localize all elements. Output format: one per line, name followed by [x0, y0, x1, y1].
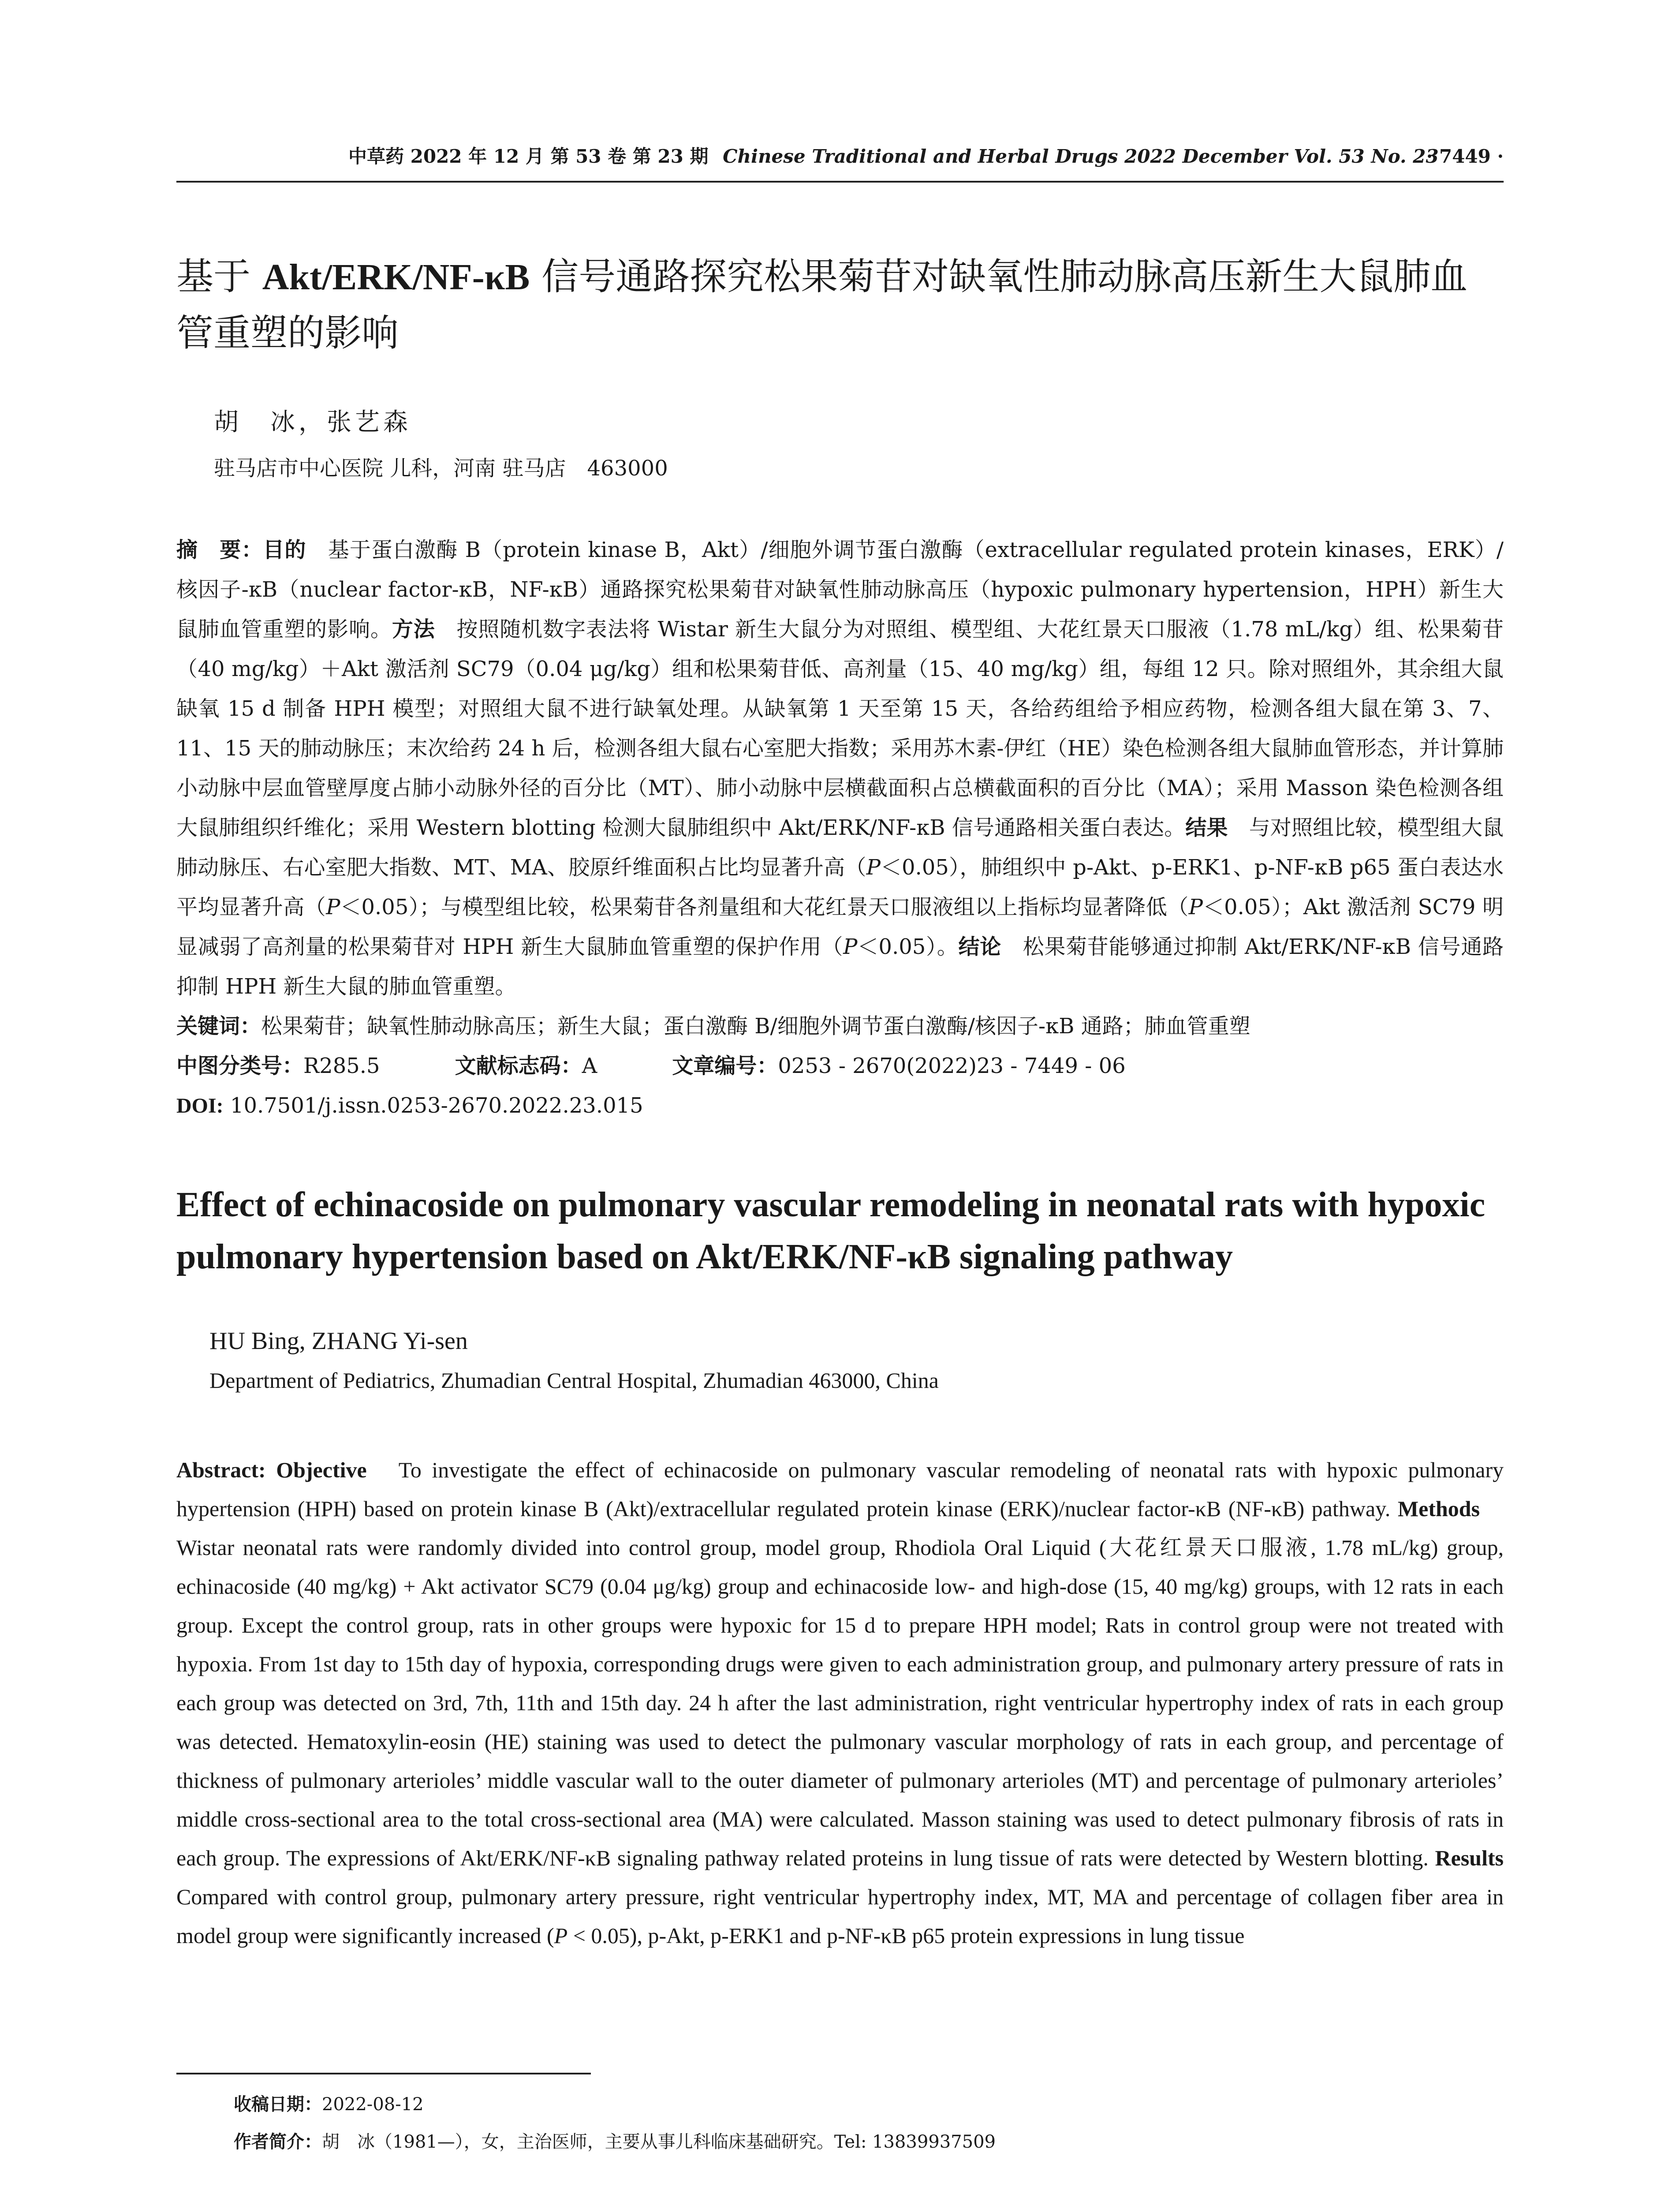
abstract-label: 摘 要： — [176, 538, 263, 562]
authors-cn: 胡 冰，张艺森 — [214, 408, 411, 437]
results-text: ＜0.05）；与模型组比较，松果菊苷各剂量组和大花红景天口服液组以上指标均显著降低（ — [340, 895, 1189, 919]
methods-label-en: Methods — [1397, 1496, 1480, 1521]
received-label: 收稿日期： — [234, 2094, 322, 2115]
results-label: 结果 — [1185, 815, 1228, 840]
classification-line — [176, 1046, 1504, 1086]
footnotes — [234, 2086, 996, 2161]
page-number: · 7449 · — [1426, 146, 1504, 167]
affiliation-en: Department of Pediatrics, Zhumadian Central Hospital, Zhumadian 463000, China — [209, 1368, 939, 1393]
methods-text-en: Wistar neonatal rats were randomly divided into control group, model group, Rhodiola Oral Liquid (大花红景天口服液, 1.78 mL/kg) group, echinacoside (40 mg/kg) + Akt activator SC79 (0.04 μg/kg) group and echinacoside low- and high-dose (15, 40 mg/kg) groups, with 12 rats in each group. Except the control group, rats in other groups were hypoxic for 15 d to prepare HPH model; Rats in control group were not treated with hypoxia. From 1st day to 15th day of hypoxia, corresponding drugs were given to each administration group, and pulmonary artery pressure of rats in each group was detected on 3rd, 7th, 11th and 15th day. 24 h after the last administration, right ventricular hypertrophy index of rats in each group was detected. Hematoxylin-eosin (HE) staining was used to detect the pulmonary vascular morphology of rats in each group, and percentage of thickness of pulmonary arterioles’ middle vascular wall to the outer diameter of pulmonary arterioles (MT) and percentage of pulmonary arterioles’ middle cross-sectional area to the total cross-sectional area (MA) were calculated. Masson staining was used to detect pulmonary fibrosis of rats in each group. The expressions of Akt/ERK/NF-κB signaling pathway related proteins in lung tissue of rats were detected by Western blotting. — [176, 1496, 1504, 1870]
methods-text: 按照随机数字表法将 Wistar 新生大鼠分为对照组、模型组、大花红景天口服液（1.78 mL/kg）组、松果菊苷（40 mg/kg）＋Akt 激活剂 SC79（0.04 μg/kg）组和松果菊苷低、高剂量（15、40 mg/kg）组，每组 12 只。除对照组外，其余组大鼠缺氧 15 d 制备 HPH 模型；对照组大鼠不进行缺氧处理。从缺氧第 1 天至第 15 天，各给药组给予相应药物，检测各组大鼠在第 3、7、11、15 天的肺动脉压；末次给药 24 h 后，检测各组大鼠右心室肥大指数；采用苏木素-伊红（HE）染色检测各组大鼠肺血管形态，并计算肺小动脉中层血管壁厚度占肺小动脉外径的百分比（MT）、肺小动脉中层横截面积占总横截面积的百分比（MA）；采用 Masson 染色检测各组大鼠肺组织纤维化；采用 Western blotting 检测大鼠肺组织中 Akt/ERK/NF-κB 信号通路相关蛋白表达。 — [176, 617, 1504, 840]
article-number-item — [672, 1046, 1125, 1086]
article-number-label: 文章编号： — [672, 1054, 778, 1078]
objective-label-en: Objective — [265, 1458, 367, 1482]
keywords-label: 关键词： — [176, 1014, 261, 1039]
results-text: 与对照组比较，模型组大鼠肺动脉压、右心室肥大指数、MT、MA、胶原纤维面积占比均显著升高（ — [176, 815, 1504, 880]
received-value: 2022-08-12 — [322, 2094, 424, 2115]
p-value-symbol: P — [554, 1923, 568, 1948]
conclusion-label: 结论 — [958, 934, 1001, 959]
p-value-symbol: P — [326, 895, 340, 919]
objective-label: 目的 — [263, 538, 306, 562]
p-value-symbol: P — [843, 934, 858, 959]
abstract-label-en: Abstract: — [176, 1458, 266, 1482]
clc-item — [176, 1046, 380, 1086]
results-text: ＜0.05）；Akt 激活剂 SC79 明显减弱了高剂量的松果菊苷对 HPH 新生大鼠肺血管重塑的保护作用（ — [176, 895, 1504, 959]
author-bio-label: 作者简介： — [234, 2132, 322, 2152]
journal-en: Chinese Traditional and Herbal Drugs 2022 December Vol. 53 No. 23 — [723, 146, 1439, 167]
doi-line — [176, 1086, 1504, 1126]
author-bio — [234, 2123, 996, 2161]
results-text: ＜0.05）。 — [857, 934, 959, 959]
results-label-en: Results — [1435, 1846, 1504, 1870]
doi-label: DOI: — [176, 1094, 224, 1117]
running-header — [176, 132, 1504, 183]
p-value-symbol: P — [1188, 895, 1203, 919]
results-text-en: < 0.05), p-Akt, p-ERK1 and p-NF-κB p65 protein expressions in lung tissue — [567, 1923, 1245, 1948]
results-text: ＜0.05），肺组织中 p-Akt、p-ERK1、p-NF-κB p65 蛋白表达水平均显著升高（ — [176, 855, 1504, 919]
article-number-value: 0253 - 2670(2022)23 - 7449 - 06 — [778, 1054, 1126, 1078]
results-text-en: Compared with control group, pulmonary artery pressure, right ventricular hypertrophy index, MT, MA and percentage of collagen fiber area in model group were significantly increased ( — [176, 1884, 1504, 1948]
keywords-text: 松果菊苷；缺氧性肺动脉高压；新生大鼠；蛋白激酶 B/细胞外调节蛋白激酶/核因子-κB 通路；肺血管重塑 — [261, 1014, 1251, 1039]
objective-text-en: To investigate the effect of echinacoside on pulmonary vascular remodeling of neonatal rats with hypoxic pulmonary hypertension (HPH) based on protein kinase B (Akt)/extracellular regulated protein kinase (ERK)/nuclear factor-κB (NF-κB) pathway. — [176, 1458, 1504, 1521]
journal-citation — [348, 132, 1439, 181]
methods-label: 方法 — [392, 617, 435, 642]
received-date — [234, 2086, 996, 2123]
objective-text: 基于蛋白激酶 B（protein kinase B，Akt）/细胞外调节蛋白激酶（extracellular regulated protein kinases，ERK）/核因子-κB（nuclear factor-κB，NF-κB）通路探究松果菊苷对缺氧性肺动脉高压（hypoxic pulmonary hypertension，HPH）新生大鼠肺血管重塑的影响。 — [176, 538, 1504, 642]
affiliation-cn: 驻马店市中心医院 儿科，河南 驻马店 463000 — [214, 456, 668, 481]
clc-label: 中图分类号： — [176, 1054, 304, 1078]
author-bio-text: 胡 冰（1981—），女，主治医师，主要从事儿科临床基础研究。Tel: 13839937509 — [322, 2132, 996, 2152]
title-cn-part: 基于 — [176, 255, 262, 298]
footnote-divider — [176, 2073, 591, 2074]
p-value-symbol: P — [866, 855, 881, 880]
abstract-en — [176, 1450, 1504, 1955]
title-cn-part: 信号通路探究松果菊苷对缺氧性肺动脉高压新生大鼠肺血管重塑的影响 — [176, 255, 1468, 355]
authors-en: HU Bing, ZHANG Yi-sen — [209, 1327, 468, 1355]
article-page — [176, 132, 1504, 1955]
abstract-cn — [176, 530, 1504, 1006]
clc-value: R285.5 — [303, 1054, 380, 1078]
journal-cn: 中草药 2022 年 12 月 第 53 卷 第 23 期 — [348, 146, 709, 167]
article-title-en: Effect of echinacoside on pulmonary vascular remodeling in neonatal rats with hypoxic pulmonary hypertension based on Akt/ERK/NF-κB signaling pathway — [176, 1185, 1486, 1276]
doc-code-value: A — [582, 1054, 597, 1078]
doc-code-label: 文献标志码： — [455, 1054, 582, 1078]
article-title-cn — [176, 249, 1504, 361]
doi-value: 10.7501/j.issn.0253-2670.2022.23.015 — [223, 1093, 643, 1118]
conclusion-text: 松果菊苷能够通过抑制 Akt/ERK/NF-κB 信号通路抑制 HPH 新生大鼠的肺血管重塑。 — [176, 934, 1504, 999]
doc-code-item — [455, 1046, 597, 1086]
keywords-cn — [176, 1006, 1504, 1046]
title-cn-pathway: Akt/ERK/NF-κB — [262, 257, 530, 298]
